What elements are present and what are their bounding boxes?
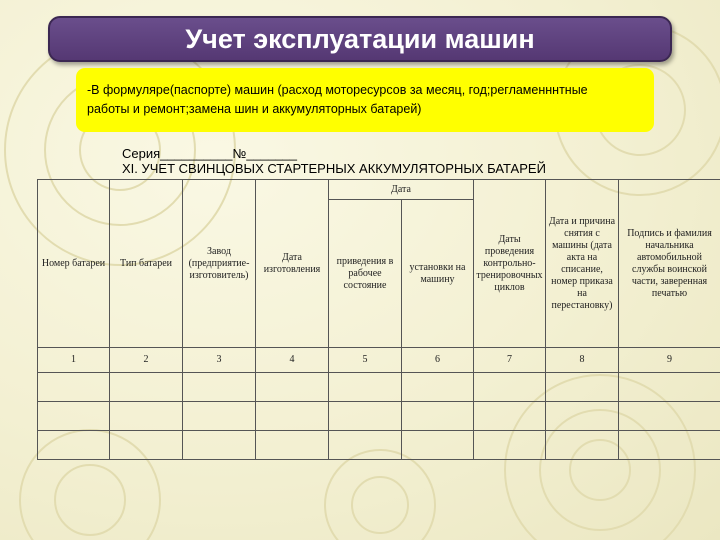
col-header-commissioning: приведения в рабочее состояние xyxy=(329,200,402,348)
table-cell xyxy=(110,402,183,431)
col-header-manufacture-date: Дата изготовления xyxy=(256,180,329,348)
col-header-battery-type: Тип батареи xyxy=(110,180,183,348)
table-cell xyxy=(546,431,619,460)
slide-title-bar xyxy=(48,16,672,62)
table-cell xyxy=(38,431,110,460)
column-number: 1 xyxy=(38,348,110,373)
series-number-line: Серия__________№_______ xyxy=(122,146,298,161)
section-title: XI. УЧЕТ СВИНЦОВЫХ СТАРТЕРНЫХ АККУМУЛЯТОРНЫХ БАТАРЕЙ xyxy=(122,161,546,176)
table-cell xyxy=(329,402,402,431)
table-cell xyxy=(619,431,720,460)
col-header-group-date: Дата xyxy=(329,180,474,200)
column-number: 3 xyxy=(183,348,256,373)
table-cell xyxy=(329,431,402,460)
table-cell xyxy=(402,373,474,402)
table-cell xyxy=(546,373,619,402)
note-callout xyxy=(76,68,654,132)
note-line-2: работы и ремонт;замена шин и аккумуляторных батарей) xyxy=(87,102,422,116)
col-header-signature: Подпись и фамилия начальника автомобильной службы воинской части, заверенная печатью xyxy=(619,180,720,348)
column-number: 6 xyxy=(402,348,474,373)
column-number: 9 xyxy=(619,348,720,373)
table-row-column-numbers xyxy=(38,348,720,373)
table-cell xyxy=(256,402,329,431)
table-cell xyxy=(474,402,546,431)
table-cell xyxy=(329,373,402,402)
table-cell xyxy=(474,373,546,402)
note-line-1: -В формуляре(паспорте) машин (расход моторесурсов за месяц, год;регламенннтные xyxy=(87,83,588,97)
table-cell xyxy=(38,402,110,431)
table-row xyxy=(38,402,720,431)
col-header-installation: установки на машину xyxy=(402,200,474,348)
table-cell xyxy=(619,373,720,402)
table-cell xyxy=(38,373,110,402)
table-cell xyxy=(619,402,720,431)
column-number: 2 xyxy=(110,348,183,373)
column-number: 8 xyxy=(546,348,619,373)
col-header-removal-date-reason: Дата и причина снятия с машины (дата акта на списание, номер приказа на перестановку) xyxy=(546,180,619,348)
table-cell xyxy=(474,431,546,460)
column-number: 5 xyxy=(329,348,402,373)
table-cell xyxy=(110,373,183,402)
table-cell xyxy=(546,402,619,431)
column-number: 4 xyxy=(256,348,329,373)
table-cell xyxy=(402,431,474,460)
table-cell xyxy=(256,373,329,402)
column-number: 7 xyxy=(474,348,546,373)
table-cell xyxy=(110,431,183,460)
col-header-manufacturer: Завод (предприятие-изготовитель) xyxy=(183,180,256,348)
table-row xyxy=(38,373,720,402)
table-cell xyxy=(183,431,256,460)
table-cell xyxy=(183,402,256,431)
table-row xyxy=(38,431,720,460)
battery-record-table xyxy=(37,179,720,460)
table-cell xyxy=(256,431,329,460)
table-cell xyxy=(402,402,474,431)
col-header-battery-number: Номер батареи xyxy=(38,180,110,348)
col-header-control-cycles: Даты проведения контрольно-тренировочных циклов xyxy=(474,180,546,348)
slide-title: Учет эксплуатации машин xyxy=(185,24,535,54)
table-cell xyxy=(183,373,256,402)
